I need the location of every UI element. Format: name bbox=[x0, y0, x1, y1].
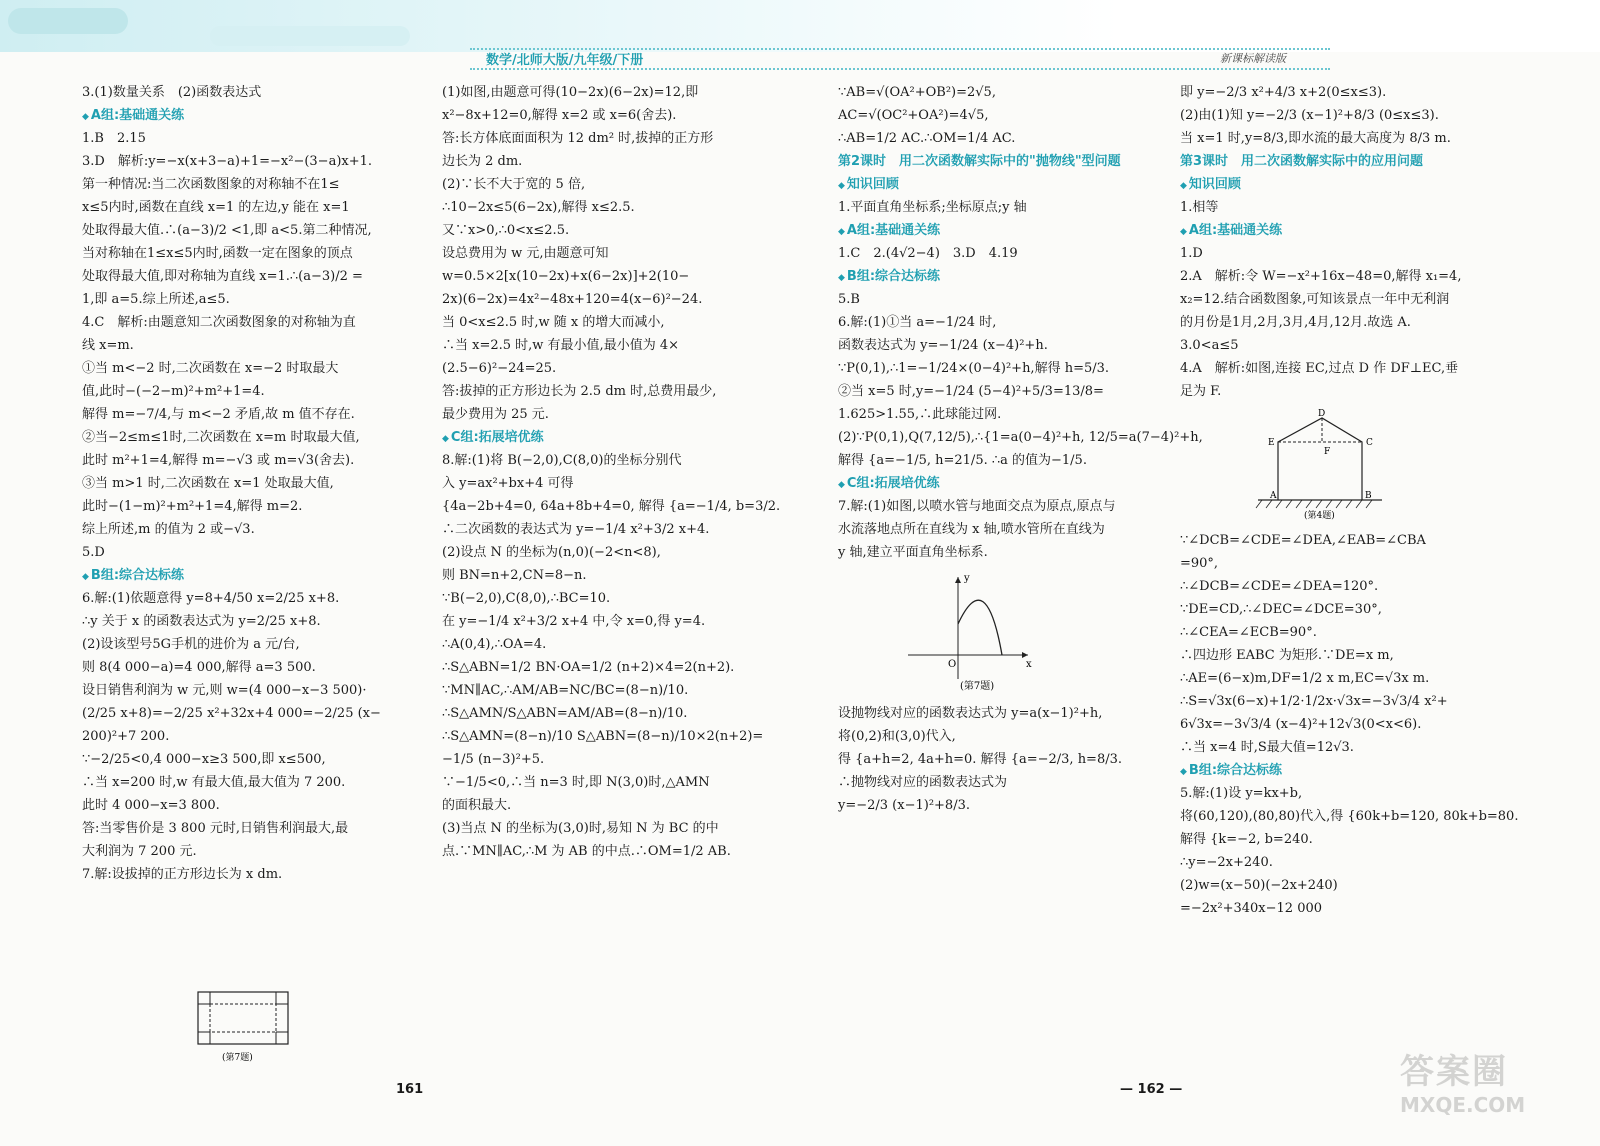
watermark-url: MXQE.COM bbox=[1400, 1093, 1526, 1117]
text-line: 最少费用为 25 元. bbox=[442, 407, 549, 422]
text-line: 4.C 解析:由题意知二次函数图象的对称轴为直 bbox=[82, 315, 356, 330]
text-line: 8.解:(1)将 B(−2,0),C(8,0)的坐标分别代 bbox=[442, 453, 682, 468]
text-line: x²−8x+12=0,解得 x=2 或 x=6(舍去). bbox=[442, 108, 677, 123]
section-heading: ◆ A组:基础通关练 bbox=[82, 105, 412, 128]
page-number-left: 161 bbox=[396, 1082, 424, 1097]
figure-caption: (第7题) bbox=[222, 1053, 253, 1063]
text-line: 当 0<x≤2.5 时,w 随 x 的增大而减小, bbox=[442, 315, 665, 330]
text-line: 5.解:(1)设 y=kx+b, bbox=[1180, 786, 1303, 801]
text-line: ∴二次函数的表达式为 y=−1/4 x²+3/2 x+4. bbox=[442, 522, 710, 537]
text-line: 解得 m=−7/4,与 m<−2 矛盾,故 m 值不存在. bbox=[82, 407, 355, 422]
text-line: 此时−(1−m)²+m²+1=4,解得 m=2. bbox=[82, 499, 303, 514]
text-line: x≤5内时,函数在直线 x=1 的左边,y 能在 x=1 bbox=[82, 200, 350, 215]
label-E: E bbox=[1268, 438, 1275, 448]
text-line: ∴∠DCB=∠CDE=∠DEA=120°. bbox=[1180, 579, 1379, 594]
text-line: 1.C 2.(4√2−4) 3.D 4.19 bbox=[838, 246, 1018, 261]
text-line: ∵−1/5<0,∴当 n=3 时,即 N(3,0)时,△AMN bbox=[442, 775, 710, 790]
text-line: 解得 {k=−2, b=240. bbox=[1180, 832, 1313, 847]
text-line: ②当−2≤m≤1时,二次函数在 x=m 时取最大值, bbox=[82, 430, 360, 445]
text-line: 处取得最大值,即对称轴为直线 x=1.∴(a−3)/2 = bbox=[82, 269, 363, 284]
label-F: F bbox=[1324, 447, 1331, 457]
figure-4-diagram bbox=[1180, 408, 1510, 524]
text-line: ②当 x=5 时,y=−1/24 (5−4)²+5/3=13/8= bbox=[838, 384, 1104, 399]
text-line: 则 BN=n+2,CN=8−n. bbox=[442, 568, 587, 583]
text-line: 当对称轴在1≤x≤5内时,函数一定在图象的顶点 bbox=[82, 246, 353, 261]
text-line: 第一种情况:当二次函数图象的对称轴不在1≤ bbox=[82, 177, 340, 192]
text-line: ∴S△AMN/S△ABN=AM/AB=(8−n)/10. bbox=[442, 706, 688, 721]
column-1 bbox=[82, 82, 412, 887]
text-line: (2)设点 N 的坐标为(n,0)(−2<n<8), bbox=[442, 545, 661, 560]
text-line: 答:长方体底面面积为 12 dm² 时,拔掉的正方形 bbox=[442, 131, 714, 146]
origin-label: O bbox=[948, 659, 957, 670]
text-line: 3.D 解析:y=−x(x+3−a)+1=−x²−(3−a)x+1. bbox=[82, 154, 373, 169]
figure-7-graph bbox=[838, 569, 1158, 697]
text-line: 1.D bbox=[1180, 246, 1203, 261]
text-line: ∵AB=√(OA²+OB²)=2√5, bbox=[838, 85, 996, 100]
text-line: 6.解:(1)依题意得 y=8+4/50 x=2/25 x+8. bbox=[82, 591, 340, 606]
text-line: ∴S=√3x(6−x)+1/2·1/2x·√3x=−3√3/4 x²+ bbox=[1180, 694, 1448, 709]
text-line: 1.平面直角坐标系;坐标原点;y 轴 bbox=[838, 200, 1027, 215]
y-axis-label: y bbox=[964, 573, 970, 584]
text-line: 5.B bbox=[838, 292, 860, 307]
header-title: 数学/北师大版/九年级/下册 bbox=[486, 53, 644, 68]
lesson-heading: 第3课时 用二次函数解实际中的应用问题 bbox=[1180, 154, 1424, 169]
column-2 bbox=[442, 82, 781, 864]
text-line: 则 8(4 000−a)=4 000,解得 a=3 500. bbox=[82, 660, 316, 675]
text-line: 的月份是1月,2月,3月,4月,12月.故选 A. bbox=[1180, 315, 1411, 330]
label-D: D bbox=[1318, 409, 1326, 419]
text-line: (2)∵P(0,1),Q(7,12/5),∴{1=a(0−4)²+h, 12/5=a(7−4)²+h, bbox=[838, 430, 1203, 445]
text-line: ∴A(0,4),∴OA=4. bbox=[442, 637, 547, 652]
text-line: w=0.5×2[x(10−2x)+x(6−2x)]+2(10− bbox=[442, 269, 690, 284]
text-line: 设日销售利润为 w 元,则 w=(4 000−x−3 500)· bbox=[82, 683, 367, 698]
figure-caption: (第7题) bbox=[960, 681, 995, 692]
label-C: C bbox=[1366, 438, 1373, 448]
text-line: 6√3x=−3√3/4 (x−4)²+12√3(0<x<6). bbox=[1180, 717, 1422, 732]
text-line: 边长为 2 dm. bbox=[442, 154, 523, 169]
text-line: 入 y=ax²+bx+4 可得 bbox=[442, 476, 574, 491]
text-line: 7.解:(1)如图,以喷水管与地面交点为原点,原点与 bbox=[838, 499, 1116, 514]
text-line: =90°, bbox=[1180, 556, 1219, 571]
text-line: 值,此时−(−2−m)²+m²+1=4. bbox=[82, 384, 265, 399]
text-line: ∴S△AMN=(8−n)/10 S△ABN=(8−n)/10×2(n+2)= bbox=[442, 729, 764, 744]
text-line: (2)设该型号5G手机的进价为 a 元/台, bbox=[82, 637, 300, 652]
text-line: ①当 m<−2 时,二次函数在 x=−2 时取最大 bbox=[82, 361, 339, 376]
header-brand: 新课标解读版 bbox=[1220, 52, 1286, 65]
lesson-heading: 第2课时 用二次函数解实际中的"抛物线"型问题 bbox=[838, 154, 1121, 169]
text-line: 即 y=−2/3 x²+4/3 x+2(0≤x≤3). bbox=[1180, 85, 1387, 100]
text-line: ∴y 关于 x 的函数表达式为 y=2/25 x+8. bbox=[82, 614, 321, 629]
text-line: 解得 {a=−1/5, h=21/5. ∴a 的值为−1/5. bbox=[838, 453, 1087, 468]
text-line: 得 {a+h=2, 4a+h=0. 解得 {a=−2/3, h=8/3. bbox=[838, 752, 1123, 767]
text-line: (2)w=(x−50)(−2x+240) bbox=[1180, 878, 1338, 893]
text-line: AC=√(OC²+OA²)=4√5, bbox=[838, 108, 989, 123]
text-line: 1.相等 bbox=[1180, 200, 1219, 215]
section-heading: ◆ B组:综合达标练 bbox=[82, 565, 412, 588]
text-line: (1)如图,由题意可得(10−2x)(6−2x)=12,即 bbox=[442, 85, 699, 100]
text-line: 200)²+7 200. bbox=[82, 729, 170, 744]
text-line: ∴AB=1/2 AC.∴OM=1/4 AC. bbox=[838, 131, 1016, 146]
text-line: 1.B 2.15 bbox=[82, 131, 146, 146]
section-heading: ◆ A组:基础通关练 bbox=[838, 220, 1158, 243]
text-line: 函数表达式为 y=−1/24 (x−4)²+h. bbox=[838, 338, 1048, 353]
text-line: 2x)(6−2x)=4x²−48x+120=4(x−6)²−24. bbox=[442, 292, 703, 307]
text-line: 当 x=1 时,y=8/3,即水流的最大高度为 8/3 m. bbox=[1180, 131, 1451, 146]
watermark bbox=[1400, 1044, 1580, 1134]
text-line: ∴∠CEA=∠ECB=90°. bbox=[1180, 625, 1317, 640]
text-line: 设抛物线对应的函数表达式为 y=a(x−1)²+h, bbox=[838, 706, 1103, 721]
text-line: y 轴,建立平面直角坐标系. bbox=[838, 545, 988, 560]
text-line: 此时 m²+1=4,解得 m=−√3 或 m=√3(舍去). bbox=[82, 453, 355, 468]
text-line: ∴当 x=2.5 时,w 有最小值,最小值为 4× bbox=[442, 338, 679, 353]
column-4 bbox=[1180, 82, 1519, 921]
text-line: (3)当点 N 的坐标为(3,0)时,易知 N 为 BC 的中 bbox=[442, 821, 719, 836]
text-line: 3.(1)数量关系 (2)函数表达式 bbox=[82, 85, 262, 100]
text-line: ∵DE=CD,∴∠DEC=∠DCE=30°, bbox=[1180, 602, 1382, 617]
text-line: ∵−2/25<0,4 000−x≥3 500,即 x≤500, bbox=[82, 752, 326, 767]
text-line: (2.5−6)²−24=25. bbox=[442, 361, 557, 376]
text-line: 的面积最大. bbox=[442, 798, 512, 813]
section-heading: ◆ 知识回顾 bbox=[1180, 174, 1510, 197]
figure-7-box bbox=[196, 990, 296, 1068]
text-line: 将(0,2)和(3,0)代入, bbox=[838, 729, 956, 744]
banner-decoration bbox=[8, 8, 128, 34]
section-heading: ◆ B组:综合达标练 bbox=[838, 266, 1158, 289]
text-line: ∵B(−2,0),C(8,0),∴BC=10. bbox=[442, 591, 611, 606]
text-line: (2)由(1)知 y=−2/3 (x−1)²+8/3 (0≤x≤3). bbox=[1180, 108, 1439, 123]
text-line: (2)∵长不大于宽的 5 倍, bbox=[442, 177, 586, 192]
text-line: ∴抛物线对应的函数表达式为 bbox=[838, 775, 1008, 790]
page-number-right: — 162 — bbox=[1120, 1082, 1183, 1097]
text-line: 综上所述,m 的值为 2 或−√3. bbox=[82, 522, 255, 537]
text-line: ∴当 x=4 时,S最大值=12√3. bbox=[1180, 740, 1354, 755]
text-line: −1/5 (n−3)²+5. bbox=[442, 752, 545, 767]
watermark-logo: 答案圈 bbox=[1400, 1052, 1508, 1092]
text-line: ∵P(0,1),∴1=−1/24×(0−4)²+h,解得 h=5/3. bbox=[838, 361, 1110, 376]
text-line: 3.0<a≤5 bbox=[1180, 338, 1239, 353]
text-line: =−2x²+340x−12 000 bbox=[1180, 901, 1323, 916]
label-A: A bbox=[1270, 491, 1277, 501]
text-line: 2.A 解析:令 W=−x²+16x−48=0,解得 x₁=4, bbox=[1180, 269, 1462, 284]
label-B: B bbox=[1365, 491, 1372, 501]
text-line: 设总费用为 w 元,由题意可知 bbox=[442, 246, 609, 261]
text-line: 1,即 a=5.综上所述,a≤5. bbox=[82, 292, 230, 307]
text-line: ∴当 x=200 时,w 有最大值,最大值为 7 200. bbox=[82, 775, 346, 790]
text-line: ∵∠DCB=∠CDE=∠DEA,∠EAB=∠CBA bbox=[1180, 533, 1426, 548]
text-line: x₂=12.结合函数图象,可知该景点一年中无利润 bbox=[1180, 292, 1450, 307]
text-line: {4a−2b+4=0, 64a+8b+4=0, 解得 {a=−1/4, b=3/2. bbox=[442, 499, 781, 514]
figure-caption: (第4题) bbox=[1304, 511, 1335, 520]
text-line: 答:拔掉的正方形边长为 2.5 dm 时,总费用最少, bbox=[442, 384, 717, 399]
text-line: ③当 m>1 时,二次函数在 x=1 处取最大值, bbox=[82, 476, 334, 491]
text-line: ∴四边形 EABC 为矩形.∵DE=x m, bbox=[1180, 648, 1394, 663]
text-line: 答:当零售价是 3 800 元时,日销售利润最大,最 bbox=[82, 821, 349, 836]
text-line: y=−2/3 (x−1)²+8/3. bbox=[838, 798, 970, 813]
text-line: (2/25 x+8)=−2/25 x²+32x+4 000=−2/25 (x− bbox=[82, 706, 381, 721]
text-line: 处取得最大值.∴(a−3)/2 <1,即 a<5.第二种情况, bbox=[82, 223, 372, 238]
text-line: 水流落地点所在直线为 x 轴,喷水管所在直线为 bbox=[838, 522, 1105, 537]
text-line: ∴y=−2x+240. bbox=[1180, 855, 1273, 870]
text-line: 5.D bbox=[82, 545, 105, 560]
text-line: 7.解:设拔掉的正方形边长为 x dm. bbox=[82, 867, 283, 882]
text-line: 点.∵MN∥AC,∴M 为 AB 的中点.∴OM=1/2 AB. bbox=[442, 844, 731, 859]
x-axis-label: x bbox=[1026, 659, 1032, 670]
banner-decoration bbox=[210, 26, 410, 46]
top-banner bbox=[0, 0, 1600, 52]
section-heading: ◆ C组:拓展培优练 bbox=[838, 473, 1158, 496]
text-line: 1.625>1.55,∴此球能过网. bbox=[838, 407, 1002, 422]
section-heading: ◆ B组:综合达标练 bbox=[1180, 760, 1510, 783]
text-line: ∵MN∥AC,∴AM/AB=NC/BC=(8−n)/10. bbox=[442, 683, 689, 698]
text-line: 4.A 解析:如图,连接 EC,过点 D 作 DF⊥EC,垂 bbox=[1180, 361, 1459, 376]
section-heading: ◆ C组:拓展培优练 bbox=[442, 427, 772, 450]
text-line: 线 x=m. bbox=[82, 338, 134, 353]
text-line: 将(60,120),(80,80)代入,得 {60k+b=120, 80k+b=80. bbox=[1180, 809, 1519, 824]
text-line: ∴10−2x≤5(6−2x),解得 x≤2.5. bbox=[442, 200, 635, 215]
text-line: 又∵x>0,∴0<x≤2.5. bbox=[442, 223, 570, 238]
section-heading: ◆ A组:基础通关练 bbox=[1180, 220, 1510, 243]
text-line: 此时 4 000−x=3 800. bbox=[82, 798, 220, 813]
text-line: 足为 F. bbox=[1180, 384, 1222, 399]
text-line: 在 y=−1/4 x²+3/2 x+4 中,令 x=0,得 y=4. bbox=[442, 614, 706, 629]
text-line: 6.解:(1)①当 a=−1/24 时, bbox=[838, 315, 997, 330]
text-line: ∴AE=(6−x)m,DF=1/2 x m,EC=√3x m. bbox=[1180, 671, 1430, 686]
text-line: ∴S△ABN=1/2 BN·OA=1/2 (n+2)×4=2(n+2). bbox=[442, 660, 735, 675]
section-heading: ◆ 知识回顾 bbox=[838, 174, 1158, 197]
text-line: 大利润为 7 200 元. bbox=[82, 844, 197, 859]
